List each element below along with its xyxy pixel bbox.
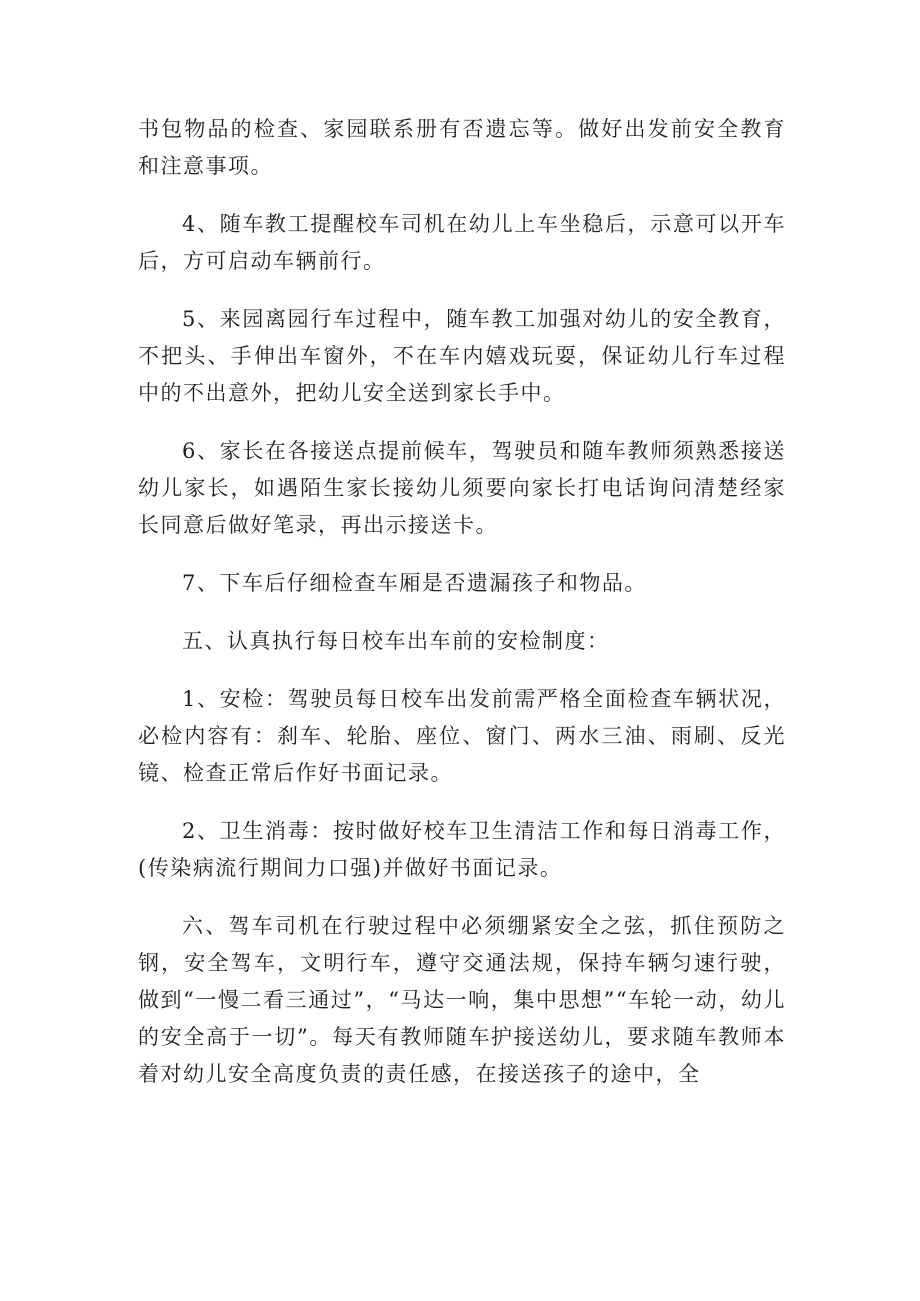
- section-heading-6: 六、驾车司机在行驶过程中必须绷紧安全之弦，抓住预防之钢，安全驾车，文明行车，遵守交通法规，保持车辆匀速行驶，做到“一慢二看三通过”，“马达一响，集中思想”“车轮一动，幼儿的安全高于一切”。每天有教师随车护接送幼儿，要求随车教师本着对幼儿安全高度负责的责任感，在接送孩子的途中，全: [138, 914, 786, 1086]
- section-heading-5: 五、认真执行每日校车出车前的安检制度：: [182, 629, 610, 653]
- paragraph-continuation: 书包物品的检查、家园联系册有否遗忘等。做好出发前安全教育和注意事项。: [138, 117, 786, 178]
- paragraph-item-5: 5、来园离园行车过程中，随车教工加强对幼儿的安全教育，不把头、手伸出车窗外，不在车内嬉戏玩耍，保证幼儿行车过程中的不出意外，把幼儿安全送到家长手中。: [138, 307, 786, 405]
- paragraph-disinfection: 2、卫生消毒：按时做好校车卫生清洁工作和每日消毒工作，(传染病流行期间力口强)并做好书面记录。: [138, 819, 786, 880]
- paragraph-item-7: 7、下车后仔细检查车厢是否遗漏孩子和物品。: [182, 571, 647, 595]
- paragraph-safety-check: 1、安检：驾驶员每日校车出发前需严格全面检查车辆状况，必检内容有：刹车、轮胎、座位、窗门、两水三油、雨刷、反光镜、检查正常后作好书面记录。: [138, 687, 786, 785]
- paragraph-item-6: 6、家长在各接送点提前候车，驾驶员和随车教师须熟悉接送幼儿家长，如遇陌生家长接幼儿须要向家长打电话询问清楚经家长同意后做好笔录，再出示接送卡。: [138, 439, 786, 537]
- paragraph-item-4: 4、随车教工提醒校车司机在幼儿上车坐稳后，示意可以开车后，方可启动车辆前行。: [138, 212, 786, 273]
- body-text: [138, 111, 786, 1114]
